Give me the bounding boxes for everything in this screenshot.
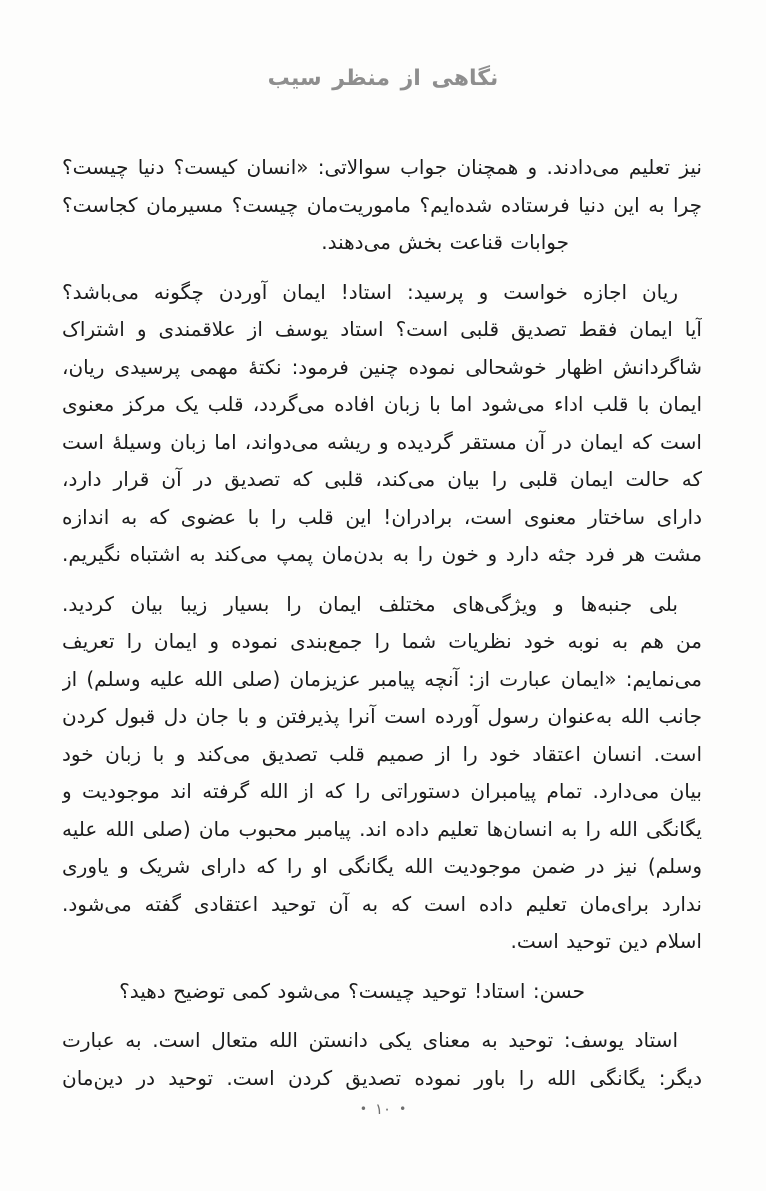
text-line: نیز تعلیم می‌دادند. و همچنان جواب سوالاتی: «انسان کیست؟ دنیا چیست؟: [62, 155, 702, 179]
paragraph: [62, 274, 702, 574]
text-line: ریان اجازه خواست و پرسید: استاد! ایمان آوردن چگونه می‌باشد؟: [62, 279, 678, 304]
page-body: [62, 149, 702, 1109]
paragraph: [62, 973, 702, 1011]
text-line: وسلم) نیز در ضمن موجودیت الله یگانگی او را که دارای شریک و یاوری: [62, 854, 702, 878]
paragraph: [62, 586, 702, 961]
footer-bullet-right: •: [359, 1102, 367, 1116]
text-line: اسلام دین توحید است.: [510, 929, 702, 953]
text-line: حسن: استاد! توحید چیست؟ می‌شود کمی توضیح دهید؟: [119, 978, 585, 1003]
page-footer: [0, 1100, 766, 1118]
text-line: دیگر: یگانگی الله را باور نموده تصدیق کردن است. توحید در دین‌مان: [62, 1065, 702, 1090]
text-line: بیان می‌دارد. تمام پیامبران دستوراتی را که از الله گرفته اند موجودیت و: [62, 779, 702, 803]
running-header-title: نگاهی از منظر سیب: [267, 66, 499, 91]
page-number: ۱۰: [374, 1100, 392, 1118]
text-line: است. انسان اعتقاد خود را از صمیم قلب تصدیق می‌کند و با زبان خود: [62, 741, 702, 766]
paragraph: [62, 1022, 702, 1097]
text-line: ندارد برای‌مان تعلیم داده است که به آن توحید اعتقادی گفته می‌شود.: [62, 891, 702, 916]
text-line: یگانگی الله را به انسان‌ها تعلیم داده اند. پیامبر محبوب مان (صلی الله علیه: [62, 816, 702, 841]
footer-bullet-left: •: [399, 1102, 407, 1116]
text-line: من هم به نوبه خود نظریات شما را جمع‌بندی نموده و ایمان را تعریف: [62, 629, 702, 653]
text-line: می‌نمایم: «ایمان عبارت از: آنچه پیامبر عزیزمان (صلی الله علیه وسلم) از: [62, 666, 702, 691]
text-line: ایمان با قلب اداء می‌شود اما با زبان افاده می‌گردد، قلب یک مرکز معنوی: [62, 392, 702, 416]
text-line: بلی جنبه‌ها و ویژگی‌های مختلف ایمان را بسیار زیبا بیان کردید.: [62, 591, 678, 616]
text-line: جانب الله به‌عنوان رسول آورده است آنرا پذیرفتن و با جان دل قبول کردن: [62, 704, 702, 728]
paragraph: [62, 149, 702, 262]
text-line: دارای ساختار معنوی است، برادران! این قلب را با عضوی که به اندازه: [62, 504, 702, 529]
text-line: شاگردانش اظهار خوشحالی نموده چنین فرمود: نکتهٔ مهمی پرسیدی ریان،: [62, 354, 702, 379]
text-line: آیا ایمان فقط تصدیق قلبی است؟ استاد یوسف از علاقمندی و اشتراک: [62, 317, 702, 341]
text-line: استاد یوسف: توحید به معنای یکی دانستن الله متعال است. به عبارت: [62, 1028, 678, 1052]
text-line: جوابات قناعت بخش می‌دهند.: [321, 230, 569, 254]
text-line: که حالت ایمان قلبی را بیان می‌کند، قلبی که تصدیق در آن قرار دارد،: [62, 467, 702, 491]
text-line: است که ایمان در آن مستقر گردیده و ریشه می‌دواند، اما زبان وسیلهٔ است: [62, 429, 702, 454]
text-line: چرا به این دنیا فرستاده شده‌ایم؟ ماموریت‌مان چیست؟ مسیرمان کجاست؟: [62, 192, 702, 217]
text-line: مشت هر فرد جثه دارد و خون را به بدن‌مان پمپ می‌کند به اشتباه نگیریم.: [62, 542, 702, 566]
